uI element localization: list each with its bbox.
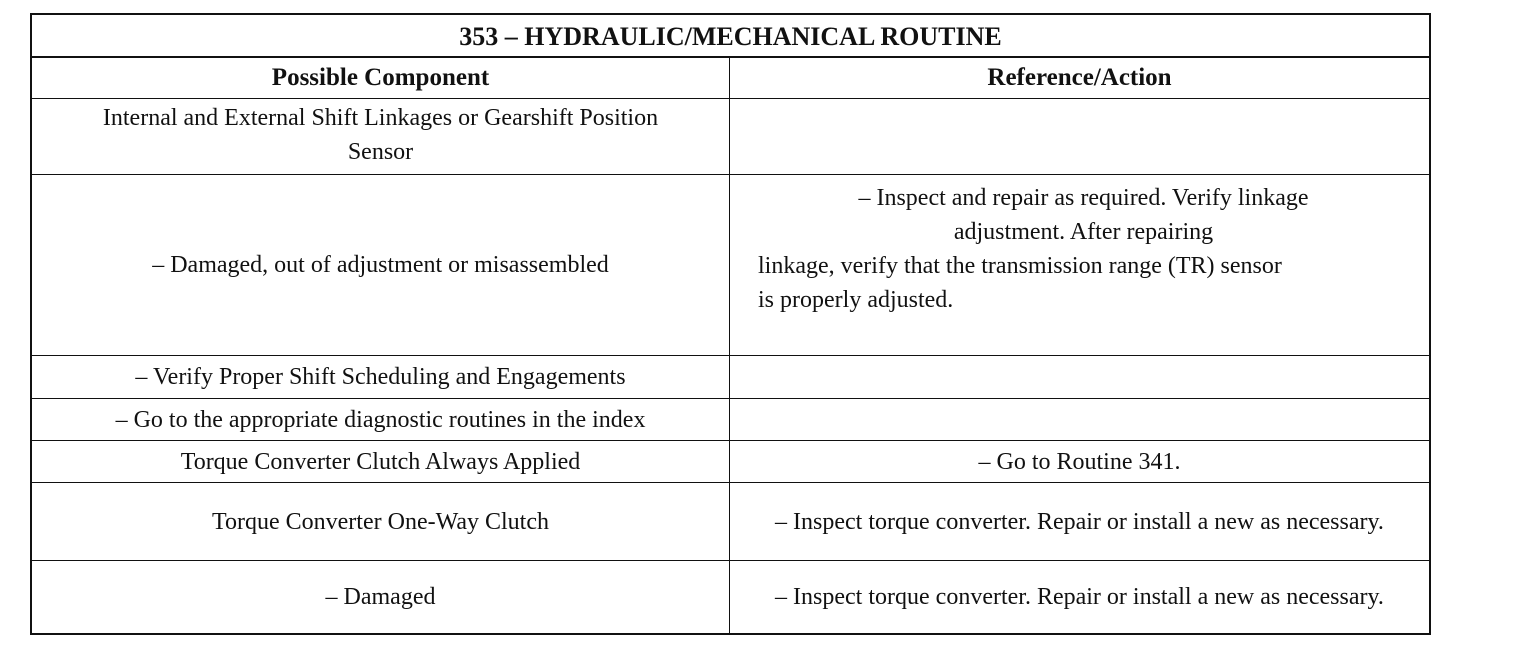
component-cell: Torque Converter One-Way Clutch [32, 483, 730, 560]
action-cell: – Go to Routine 341. [978, 448, 1181, 475]
table-row [32, 399, 1429, 441]
component-cell: Internal and External Shift Linkages or Gearshift Position Sensor [32, 99, 730, 174]
component-cell: – Verify Proper Shift Scheduling and Engagements [32, 356, 730, 398]
action-cell: – Inspect torque converter. Repair or install a new as necessary. [775, 584, 1384, 610]
table-title: 353 – HYDRAULIC/MECHANICAL ROUTINE [32, 15, 1429, 58]
table-row [32, 483, 1429, 561]
action-line: is properly adjusted. [758, 287, 954, 313]
diagnostic-table [30, 13, 1431, 635]
component-cell: – Go to the appropriate diagnostic routines in the index [32, 399, 730, 440]
component-cell: – Damaged [32, 561, 730, 633]
action-cell [730, 175, 1429, 355]
header-possible-component: Possible Component [32, 58, 730, 98]
component-cell: – Damaged, out of adjustment or misassembled [32, 175, 730, 355]
table-row [32, 441, 1429, 483]
table-row [32, 175, 1429, 356]
table-header-row [32, 58, 1429, 99]
table-row [32, 99, 1429, 175]
action-line: – Inspect and repair as required. Verify linkage [858, 185, 1309, 211]
action-cell [730, 356, 1429, 398]
header-reference-action: Reference/Action [987, 64, 1172, 91]
table-row [32, 356, 1429, 399]
component-cell: Torque Converter Clutch Always Applied [32, 441, 730, 482]
action-line: linkage, verify that the transmission range (TR) sensor [758, 253, 1282, 279]
action-line: adjustment. After repairing [953, 219, 1214, 245]
table-row [32, 561, 1429, 633]
action-cell: – Inspect torque converter. Repair or install a new as necessary. [775, 508, 1384, 535]
action-cell [730, 99, 1429, 174]
action-cell [730, 399, 1429, 440]
